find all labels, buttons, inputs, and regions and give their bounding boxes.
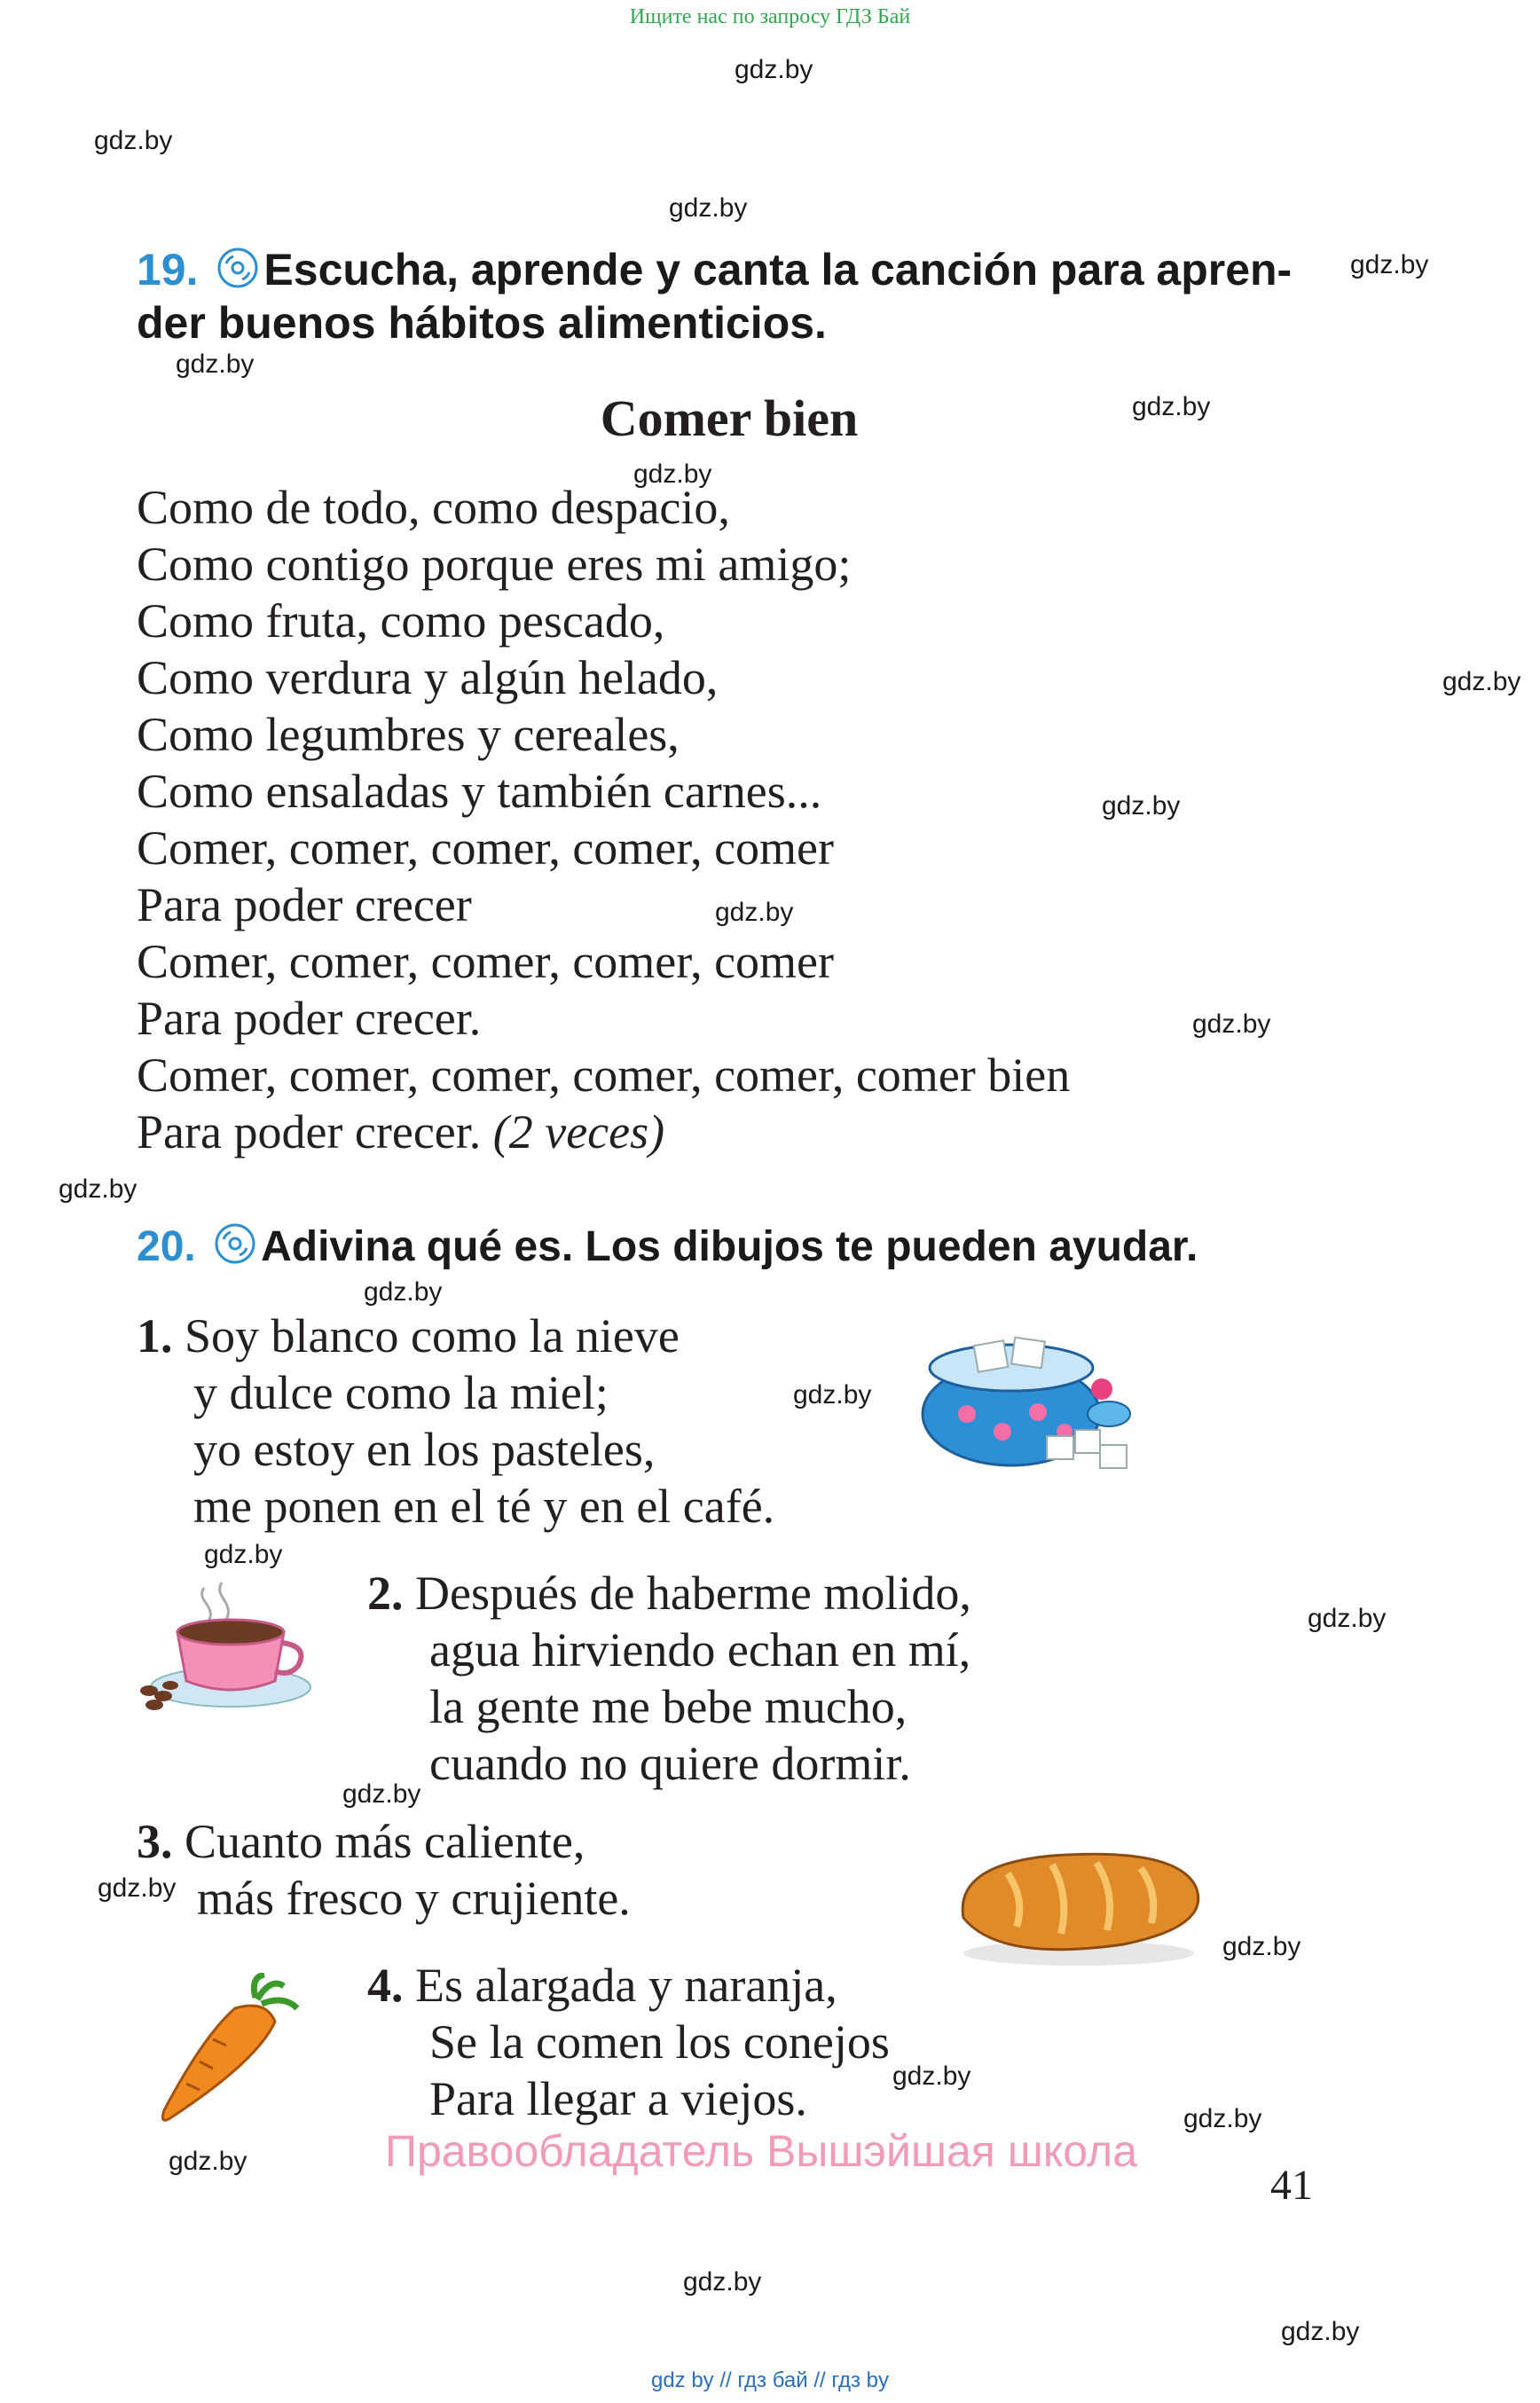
song-line: Como contigo porque eres mi amigo; [137, 538, 852, 591]
watermark: gdz.by [1222, 1932, 1301, 1961]
riddle-number: 3. [137, 1815, 173, 1868]
watermark: gdz.by [683, 2267, 762, 2297]
riddle-line: Soy blanco como la nieve [185, 1309, 680, 1362]
song-last-line: Para poder crecer. [137, 1105, 482, 1158]
riddle-1 [137, 1308, 774, 1535]
riddle-line: Es alargada y naranja, [415, 1959, 837, 2012]
watermark: gdz.by [204, 1540, 283, 1569]
watermark: gdz.by [1442, 667, 1521, 696]
top-banner: Ищите нас по запросу ГДЗ Бай [629, 5, 911, 28]
song-line: Comer, comer, comer, comer, comer [137, 821, 835, 875]
watermark: gdz.by [1350, 250, 1429, 279]
watermark: gdz.by [59, 1174, 138, 1204]
watermark: gdz.by [1132, 392, 1211, 421]
watermark: gdz.by [169, 2147, 248, 2176]
repeat-note: (2 veces) [492, 1105, 665, 1158]
song-line: Para poder crecer. [137, 992, 482, 1045]
watermark: gdz.by [176, 349, 255, 379]
task-number: 20. [137, 1223, 196, 1270]
riddle-line: me ponen en el té y en el café. [193, 1480, 775, 1533]
watermark: gdz.by [1281, 2317, 1360, 2346]
watermark: gdz.by [364, 1277, 443, 1307]
riddle-line: Después de haberme molido, [415, 1567, 971, 1620]
task-19-text: Escucha, aprende y canta la canción para apren- [263, 245, 1292, 294]
riddle-line: agua hirviendo echan en mí, [429, 1623, 971, 1677]
riddle-line: Cuanto más caliente, [185, 1815, 585, 1868]
riddle-line: más fresco y crujiente. [197, 1872, 631, 1925]
watermark: gdz.by [669, 193, 748, 223]
song-line: Como fruta, como pescado, [137, 594, 665, 648]
sugar-bowl-illustration [914, 1316, 1144, 1480]
audio-disc-icon [217, 247, 258, 300]
watermark: gdz.by [633, 459, 712, 489]
task-19-heading [137, 243, 1292, 300]
watermark: gdz.by [715, 898, 794, 927]
riddle-line: cuando no quiere dormir. [429, 1737, 911, 1790]
footer-links: gdz by // гдз бай // гдз by [650, 2368, 890, 2392]
watermark: gdz.by [1192, 1009, 1271, 1039]
riddle-number: 2. [367, 1567, 404, 1620]
copyright-notice: Правообладатель Вышэйшая школа [385, 2126, 1137, 2176]
watermark: gdz.by [98, 1873, 177, 1903]
task-20-text: Adivina qué es. Los dibujos te pueden ayudar. [261, 1223, 1198, 1270]
song-verses [137, 479, 1070, 1160]
song-line [137, 1103, 1070, 1160]
song-line: Comer, comer, comer, comer, comer, comer bien [137, 1048, 1071, 1102]
riddle-2 [367, 1565, 971, 1792]
watermark: gdz.by [1102, 791, 1181, 821]
song-line: Como de todo, como despacio, [137, 481, 730, 534]
bread-illustration [946, 1838, 1212, 1975]
task-20-heading [137, 1221, 1198, 1277]
audio-disc-icon [215, 1223, 255, 1277]
watermark: gdz.by [94, 126, 173, 155]
task-number: 19. [137, 245, 199, 294]
carrot-illustration [151, 1973, 310, 2137]
riddle-number: 1. [137, 1309, 173, 1362]
riddle-number: 4. [367, 1959, 404, 2012]
watermark: gdz.by [793, 1380, 872, 1410]
task-19-text-cont: der buenos hábitos alimenticios. [137, 298, 827, 348]
page-number: 41 [1270, 2162, 1313, 2209]
song-line: Como legumbres y cereales, [137, 708, 680, 761]
song-line: Para poder crecer [137, 878, 472, 931]
riddle-line: la gente me bebe mucho, [429, 1680, 908, 1733]
watermark: gdz.by [1183, 2104, 1262, 2133]
watermark: gdz.by [1308, 1604, 1387, 1633]
riddle-4 [367, 1957, 890, 2127]
riddle-line: Se la comen los conejos [429, 2015, 890, 2069]
riddle-3 [137, 1813, 631, 1927]
riddle-line: yo estoy en los pasteles, [193, 1423, 656, 1476]
watermark: gdz.by [892, 2061, 971, 2091]
song-line: Comer, comer, comer, comer, comer [137, 935, 835, 988]
song-line: Como verdura y algún helado, [137, 651, 719, 704]
coffee-cup-illustration [133, 1570, 319, 1725]
riddle-line: Para llegar a viejos. [429, 2072, 807, 2125]
riddle-line: y dulce como la miel; [193, 1366, 609, 1419]
song-line: Como ensaladas y también carnes... [137, 765, 822, 818]
watermark: gdz.by [735, 55, 813, 84]
song-title: Comer bien [600, 389, 859, 447]
watermark: gdz.by [342, 1779, 421, 1809]
